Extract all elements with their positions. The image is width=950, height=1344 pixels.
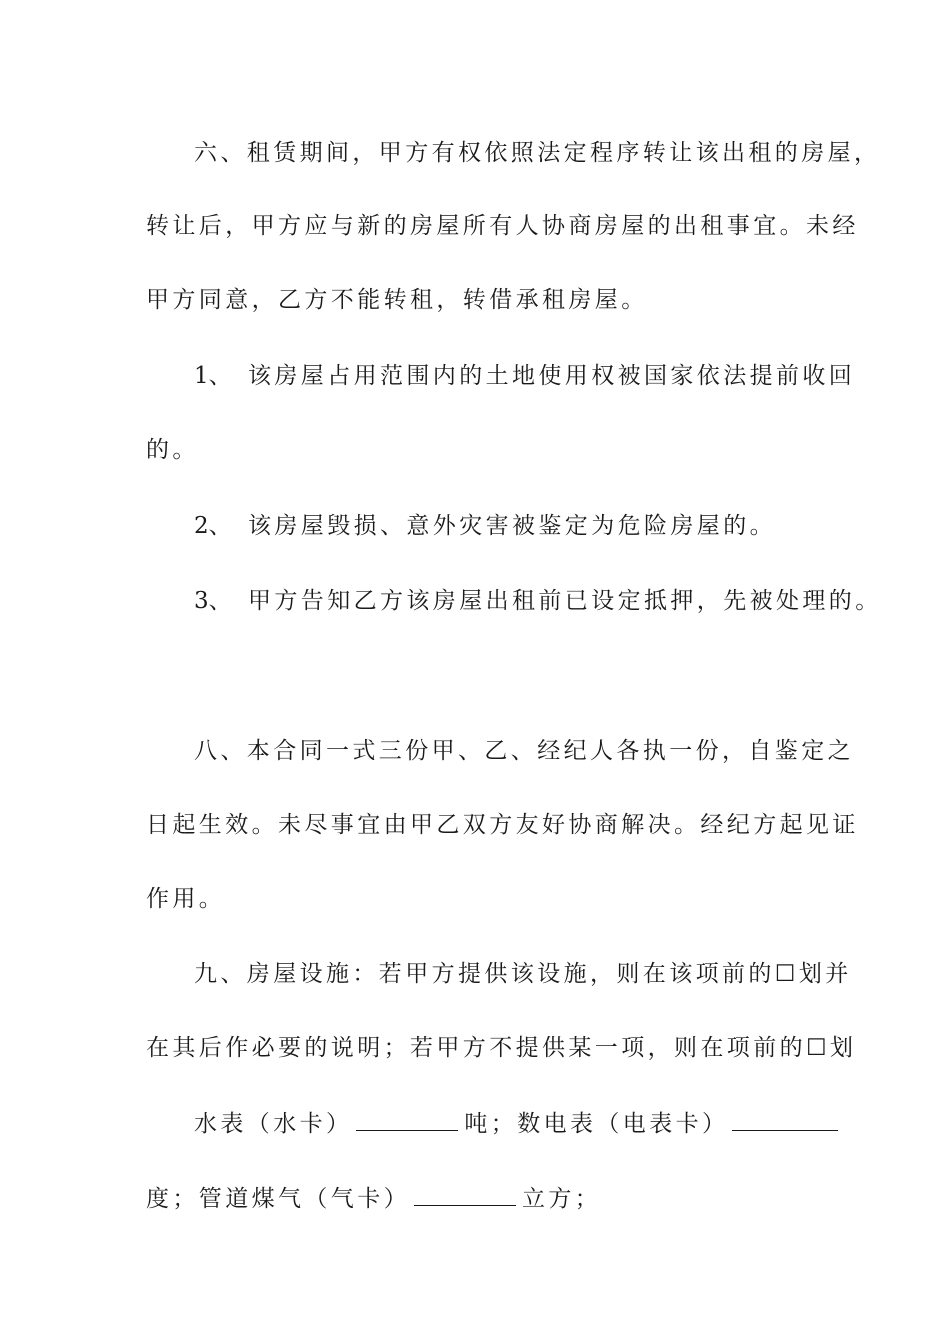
section-8-line-3: 作用。 (146, 886, 226, 912)
section-8-line-2: 日起生效。未尽事宜由甲乙双方友好协商解决。经纪方起见证 (146, 812, 859, 838)
section-8-line-1: 八、本合同一式三份甲、乙、经纪人各执一份，自鉴定之 (194, 738, 854, 764)
facilities-line-1 (194, 1108, 838, 1139)
list-item-1-continued: 的。 (146, 437, 199, 463)
list-item-2-number: 2、 (194, 513, 232, 539)
section-9-line-2: 在其后作必要的说明；若甲方不提供某一项，则在项前的☐划 (146, 1035, 857, 1061)
list-item-3 (194, 586, 882, 616)
section-6-line-1: 六、租赁期间，甲方有权依照法定程序转让该出租的房屋， (194, 140, 881, 166)
water-unit-label: 吨；数电表（电表卡） (464, 1111, 729, 1137)
section-6-line-3: 甲方同意，乙方不能转租，转借承租房屋。 (146, 287, 648, 313)
list-item-1 (194, 361, 855, 391)
list-item-2-text: 该房屋毁损、意外灾害被鉴定为危险房屋的。 (248, 513, 776, 539)
water-meter-label: 水表（水卡） (194, 1111, 353, 1137)
gas-unit-label: 立方； (522, 1186, 602, 1212)
facilities-line-2 (146, 1183, 601, 1214)
section-6-line-2: 转让后，甲方应与新的房屋所有人协商房屋的出租事宜。未经 (146, 213, 859, 239)
list-item-2 (194, 511, 776, 541)
water-amount-blank[interactable] (356, 1108, 458, 1131)
gas-amount-blank[interactable] (414, 1183, 516, 1206)
list-item-1-number: 1、 (194, 363, 232, 389)
list-item-3-text: 甲方告知乙方该房屋出租前已设定抵押，先被处理的。 (248, 588, 882, 614)
list-item-3-number: 3、 (194, 588, 232, 614)
power-amount-blank[interactable] (732, 1108, 838, 1131)
section-9-line-1: 九、房屋设施：若甲方提供该设施，则在该项前的☐划并 (194, 961, 852, 987)
list-item-1-text: 该房屋占用范围内的土地使用权被国家依法提前收回 (248, 363, 856, 389)
power-unit-label: 度；管道煤气（气卡） (146, 1186, 410, 1212)
